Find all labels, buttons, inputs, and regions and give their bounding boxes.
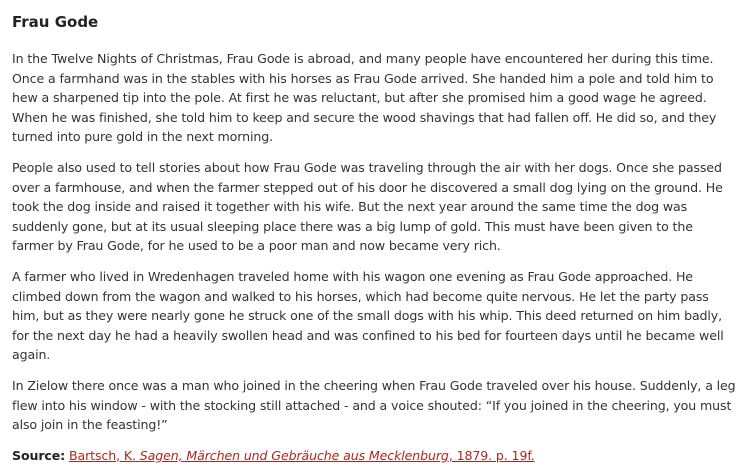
page-title: Frau Gode — [12, 13, 99, 31]
paragraph-zielow: In Zielow there once was a man who joined in the cheering when Frau Gode traveled over his house. Suddenly, a leg flew into his window - with the stocking still attached - and a voice shouted: “If you joined in the cheering, you must also join in the feasting!” — [12, 377, 736, 433]
source-line — [12, 446, 754, 466]
source-work-title: Sagen, Märchen und Gebräuche aus Mecklenburg — [139, 447, 449, 463]
source-author: Bartsch, K. — [69, 447, 136, 463]
paragraph-dogs: People also used to tell stories about how Frau Gode was traveling through the air with her dogs. Once she passed over a farmhouse, and when the farmer stepped out of his door he discovered a small dog lying on the ground. He took the dog inside and raised it together with his wife. But the next year around the same time the dog was suddenly gone, but at its usual sleeping place there was a big lump of gold. This must have been given to the farmer by Frau Gode, for he used to be a poor man and now became very rich. — [12, 159, 723, 254]
paragraph-wredenhagen: A farmer who lived in Wredenhagen traveled home with his wagon one evening as Frau Gode approached. He climbed down from the wagon and walked to his horses, which had become quite nervous. He let the party pass him, but as they were nearly gone he struck one of the small dogs with his whip. This deed returned on him badly, for the next day he had a heavily swollen head and was confined to his bed for fourteen days until he became well again. — [12, 268, 724, 363]
source-link[interactable] — [69, 448, 535, 463]
source-label: Source: — [12, 447, 66, 463]
paragraph-farmhand: In the Twelve Nights of Christmas, Frau Gode is abroad, and many people have encountered her during this time. Once a farmhand was in the stables with his horses as Frau Gode arrived. She handed him a pole and told him to hew a sharpened tip into the pole. At first he was reluctant, but after she promised him a good wage he agreed. When he was finished, she told him to keep and secure the wood shavings that had fallen off. He did so, and they turned into pure gold in the next morning. — [12, 51, 717, 145]
source-details: , 1879. p. 19f. — [448, 447, 535, 463]
